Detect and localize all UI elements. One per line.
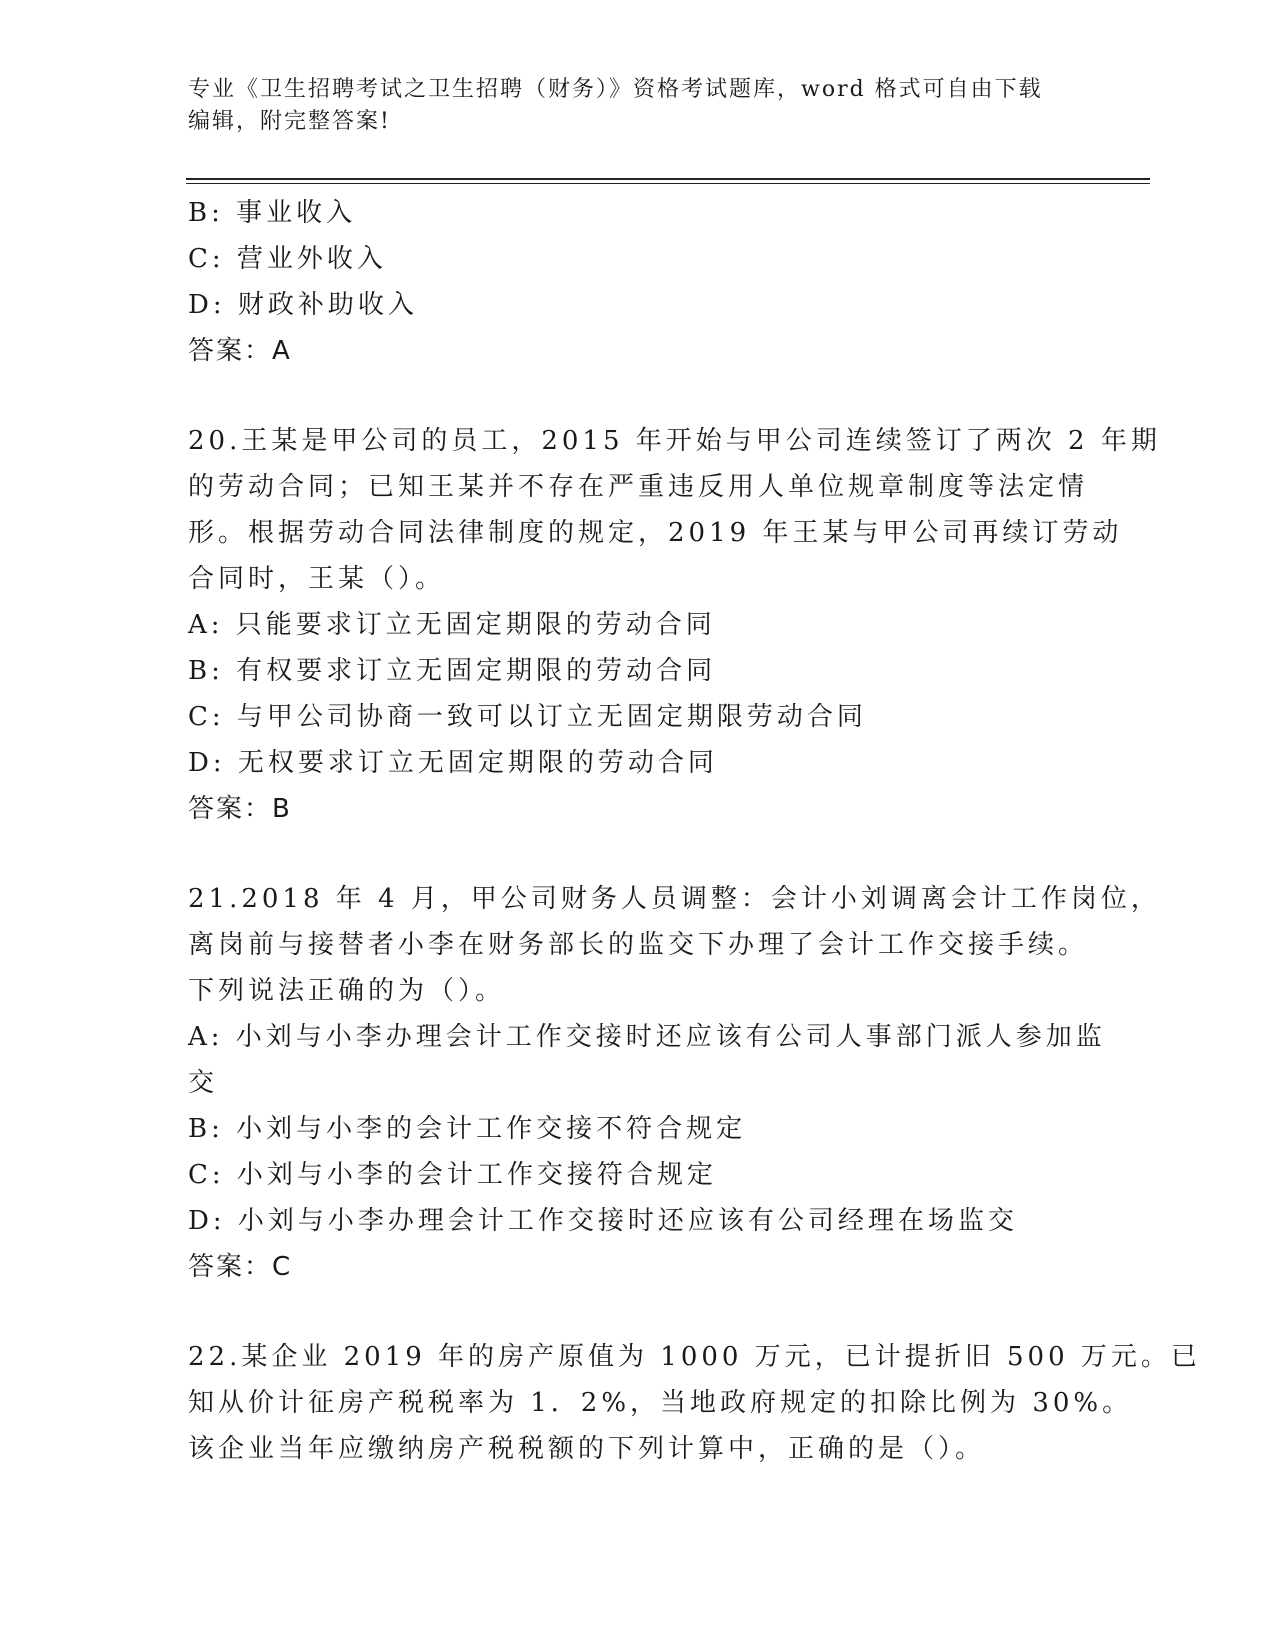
answer: 答案：A [188, 336, 292, 366]
question-stem: 下列说法正确的为（）。 [188, 976, 506, 1006]
option-a: A: 只能要求订立无固定期限的劳动合同 [188, 610, 716, 640]
option-c: C: 小刘与小李的会计工作交接符合规定 [188, 1160, 717, 1190]
question-stem: 22.某企业 2019 年的房产原值为 1000 万元，已计提折旧 500 万元。已 [188, 1342, 1201, 1372]
question-stem: 知从价计征房产税税率为 1．2%，当地政府规定的扣除比例为 30%。 [188, 1388, 1133, 1418]
question-21 [188, 876, 1161, 1290]
option-a: A: 小刘与小李办理会计工作交接时还应该有公司人事部门派人参加监 [188, 1022, 1106, 1052]
header-rule-thin [186, 183, 1150, 184]
header-line-1: 专业《卫生招聘考试之卫生招聘（财务）》资格考试题库，word 格式可自由下载 [188, 77, 1043, 102]
option-b: B: 有权要求订立无固定期限的劳动合同 [188, 656, 717, 686]
question-stem: 20.王某是甲公司的员工，2015 年开始与甲公司连续签订了两次 2 年期 [188, 426, 1161, 456]
option-c: C: 营业外收入 [188, 244, 387, 274]
option-d: D: 无权要求订立无固定期限的劳动合同 [188, 748, 718, 778]
option-b: B: 事业收入 [188, 198, 357, 228]
question-stem: 形。根据劳动合同法律制度的规定，2019 年王某与甲公司再续订劳动 [188, 518, 1123, 548]
header-rule-thick [186, 178, 1150, 180]
option-c: C: 与甲公司协商一致可以订立无固定期限劳动合同 [188, 702, 867, 732]
option-d: D: 小刘与小李办理会计工作交接时还应该有公司经理在场监交 [188, 1206, 1018, 1236]
header-line-2: 编辑，附完整答案! [188, 109, 391, 134]
question-stem: 该企业当年应缴纳房产税税额的下列计算中，正确的是（）。 [188, 1434, 986, 1464]
document-header [188, 74, 1088, 138]
question-22 [188, 1334, 1201, 1472]
option-a-continued: 交 [188, 1068, 219, 1098]
question-20 [188, 418, 1161, 832]
question-stem: 离岗前与接替者小李在财务部长的监交下办理了会计工作交接手续。 [188, 930, 1089, 960]
answer: 答案：C [188, 1252, 293, 1282]
option-d: D: 财政补助收入 [188, 290, 418, 320]
question-stem: 21.2018 年 4 月，甲公司财务人员调整：会计小刘调离会计工作岗位， [188, 884, 1161, 914]
spacer [188, 374, 1088, 418]
question-19-tail [188, 190, 1088, 374]
answer: 答案：B [188, 794, 292, 824]
option-b: B: 小刘与小李的会计工作交接不符合规定 [188, 1114, 747, 1144]
spacer [188, 832, 1088, 876]
question-stem: 合同时，王某（）。 [188, 564, 446, 594]
spacer [188, 1290, 1088, 1334]
question-stem: 的劳动合同；已知王某并不存在严重违反用人单位规章制度等法定情 [188, 472, 1089, 502]
question-content [188, 190, 1201, 1472]
